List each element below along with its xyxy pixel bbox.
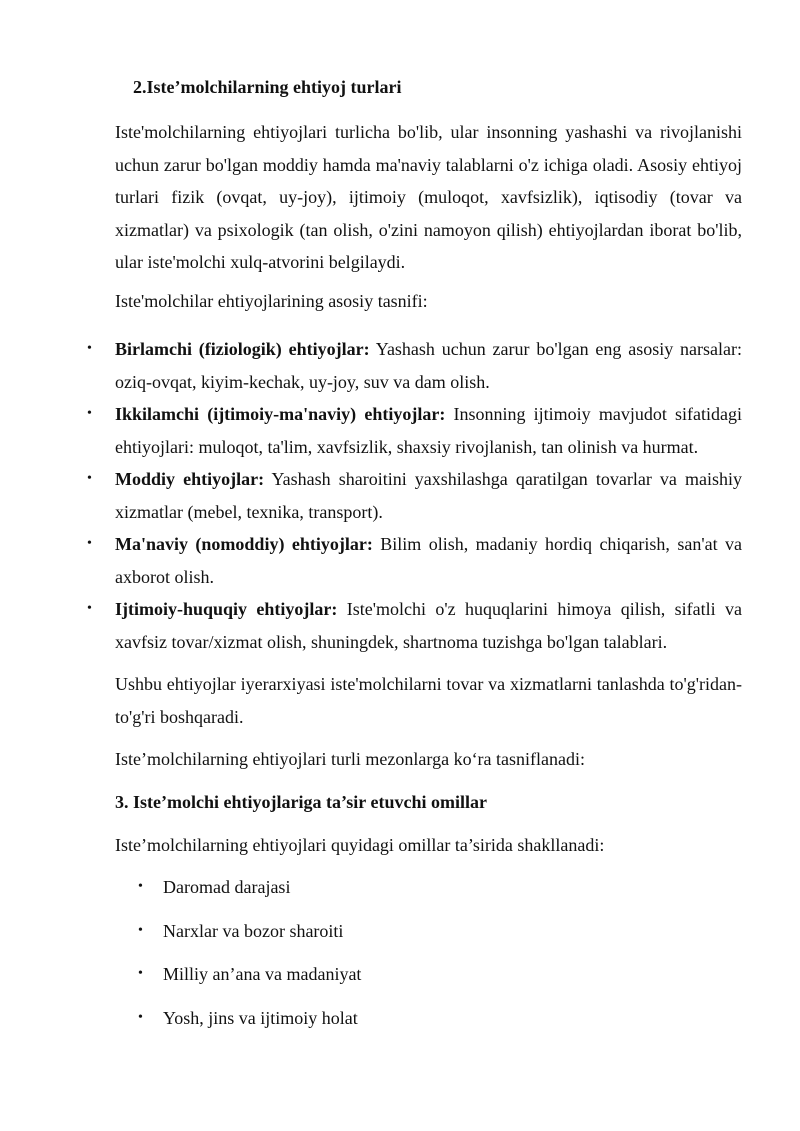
list-item-term: Birlamchi (fiziologik) ehtiyojlar: [115, 339, 370, 359]
factor-label: Milliy an’ana va madaniyat [163, 964, 362, 984]
factor-label: Daromad darajasi [163, 877, 291, 897]
bullet-icon: • [87, 601, 92, 616]
section-2-heading: 2.Iste’molchilarning ehtiyoj turlari [133, 77, 402, 97]
list-item [85, 593, 742, 658]
bullet-icon: • [87, 406, 92, 421]
list-item-term: Ikkilamchi (ijtimoiy-ma'naviy) ehtiyojlar: [115, 404, 446, 424]
bullet-icon: • [138, 966, 143, 981]
bullet-icon: • [87, 471, 92, 486]
needs-classification-list [85, 333, 760, 658]
section-2-intro-paragraph: Iste'molchilarning ehtiyojlari turlicha bo'lib, ular insonning yashashi va rivojlanishi uchun zarur bo'lgan moddiy hamda ma'naviy talablarni o'z ichiga oladi. Asosiy ehtiyoj turlari fizik (ovqat, uy-joy), ijtimoiy (muloqot, xavfsizlik), iqtisodiy (tovar va xizmatlar) va psixologik (tan olish, o'zini namoyon qilish) ehtiyojlardan iborat bo'lib, ular iste'molchi xulq-atvorini belgilaydi. [115, 122, 742, 272]
list-item [85, 528, 742, 593]
list-item-text: Yashash uchun zarur bo'lgan eng asosiy narsalar: oziq-ovqat, kiyim-kechak, uy-joy, suv va dam olish. [115, 339, 742, 392]
bullet-icon: • [138, 922, 143, 938]
list-item-text: Yashash sharoitini yaxshilashga qaratilgan tovarlar va maishiy xizmatlar (mebel, texnika, transport). [115, 469, 742, 522]
list-item-term: Ijtimoiy-huquqiy ehtiyojlar: [115, 599, 338, 619]
factors-list [136, 873, 361, 1047]
hierarchy-note-paragraph: Ushbu ehtiyojlar iyerarxiyasi iste'molchilarni tovar va xizmatlarni tanlashda to'g'ridan-to'g'ri boshqaradi. [115, 674, 742, 727]
criteria-note: Iste’molchilarning ehtiyojlari turli mezonlarga ko‘ra tasniflanadi: [115, 749, 586, 769]
list-item [85, 463, 742, 528]
factor-label: Narxlar va bozor sharoiti [163, 920, 344, 941]
list-item [136, 960, 361, 1004]
list-item [85, 398, 742, 463]
list-item [136, 873, 361, 917]
bullet-icon: • [138, 1009, 143, 1025]
list-item-term: Moddiy ehtiyojlar: [115, 469, 265, 489]
list-item [85, 333, 742, 398]
section-3-heading: 3. Iste’molchi ehtiyojlariga ta’sir etuvchi omillar [115, 792, 487, 812]
list-item-text: Insonning ijtimoiy mavjudot sifatidagi ehtiyojlari: muloqot, ta'lim, xavfsizlik, shaxsiy rivojlanish, tan olinish va hurmat. [115, 404, 742, 457]
section-3-intro: Iste’molchilarning ehtiyojlari quyidagi omillar ta’sirida shakllanadi: [115, 835, 605, 855]
list-item-text: Bilim olish, madaniy hordiq chiqarish, san'at va axborot olish. [115, 534, 742, 587]
bullet-icon: • [138, 879, 143, 894]
bullet-icon: • [87, 341, 92, 356]
classification-title: Iste'molchilar ehtiyojlarining asosiy tasnifi: [115, 291, 428, 311]
list-item [136, 917, 361, 961]
bullet-icon: • [87, 536, 92, 551]
list-item [136, 1004, 361, 1048]
list-item-text: Iste'molchi o'z huquqlarini himoya qilish, sifatli va xavfsiz tovar/xizmat olish, shuningdek, shartnoma tuzishga bo'lgan talablari. [115, 599, 742, 652]
factor-label: Yosh, jins va ijtimoiy holat [163, 1007, 358, 1028]
list-item-term: Ma'naviy (nomoddiy) ehtiyojlar: [115, 534, 373, 554]
